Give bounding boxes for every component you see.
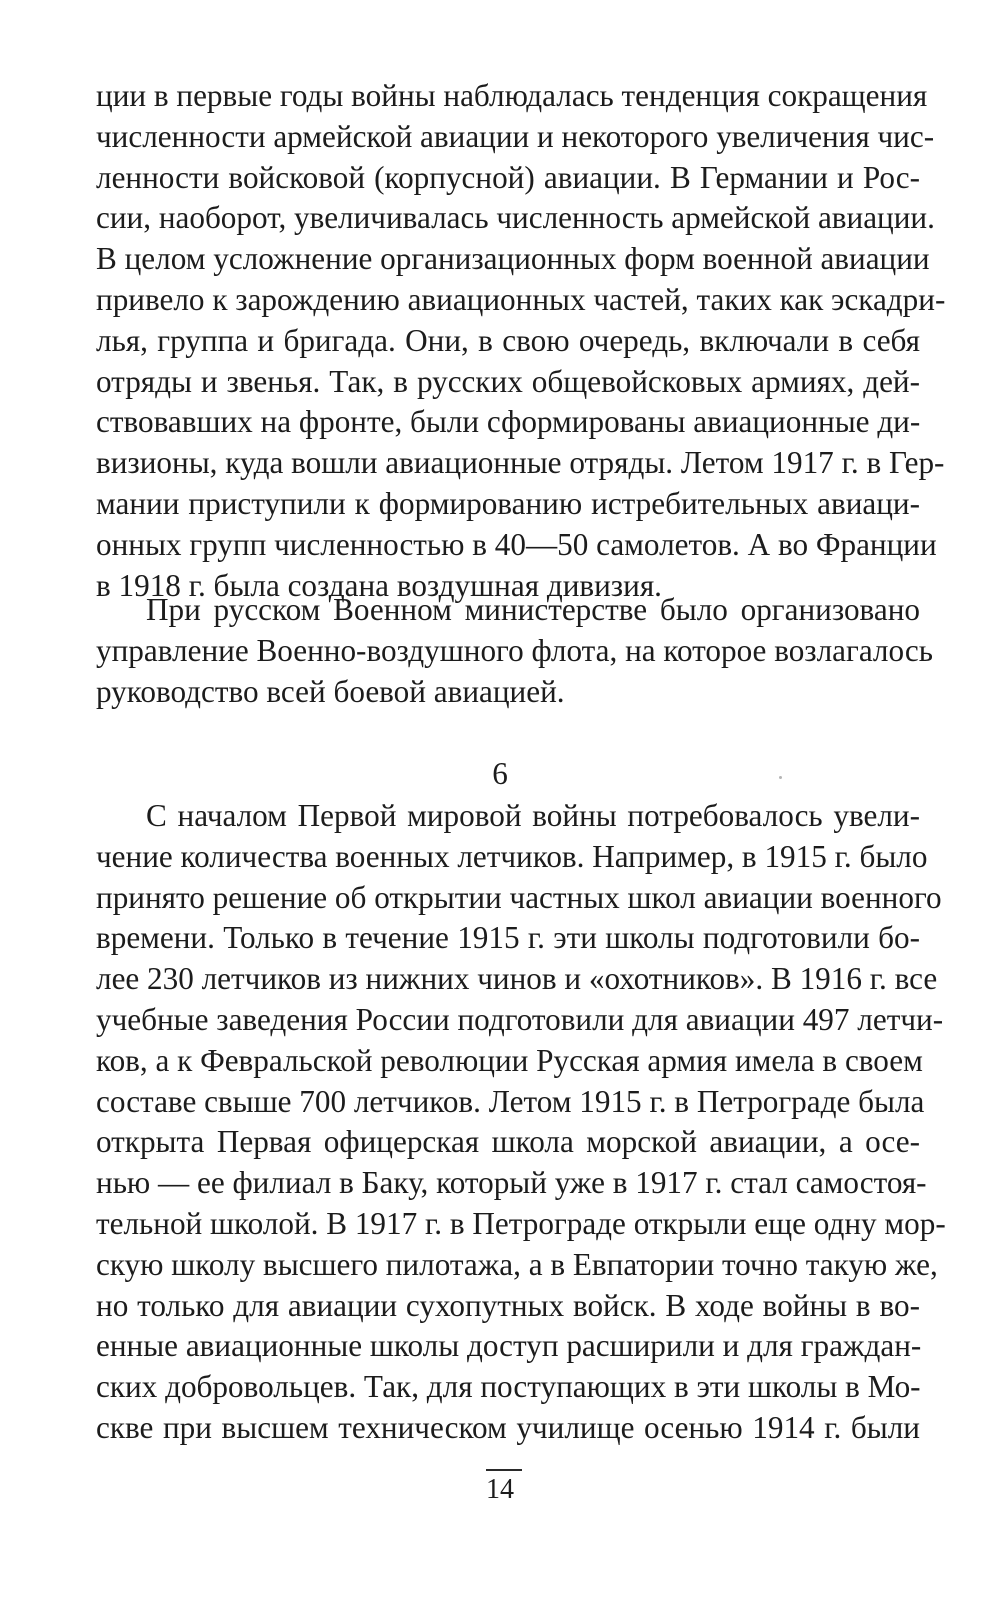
text-line: лее 230 летчиков из нижних чинов и «охотников». В 1916 г. все [96,961,938,997]
text-line: скую школу высшего пилотажа, а в Евпатории точно такую же, [96,1246,938,1282]
text-line: в 1918 г. была создана воздушная дивизия. [96,567,662,603]
text-line: тельной школой. В 1917 г. в Петрограде открыли еще одну мор- [96,1205,946,1241]
text-line: ции в первые годы войны наблюдалась тенденция сокращения [96,78,928,113]
text-line: мании приступили к формированию истребительных авиаци- [96,485,920,521]
page-number: 14 [486,1474,514,1505]
text-line: составе свыше 700 летчиков. Летом 1915 г. в Петрограде была [96,1083,925,1119]
text-line: визионы, куда вошли авиационные отряды. Летом 1917 г. в Гер- [96,445,945,481]
text-line: управление Военно-воздушного флота, на которое возлагалось [96,632,933,668]
text-line: чение количества военных летчиков. Например, в 1915 г. было [96,838,928,874]
text-line: руководство всей боевой авиацией. [96,673,565,709]
text-line: сии, наоборот, увеличивалась численность армейской авиации. [96,200,935,236]
text-line: нью — ее филиал в Баку, который уже в 1917 г. стал самостоя- [96,1165,927,1201]
text-line: С началом Первой мировой войны потребовалось увели- [146,798,920,833]
text-line: онных групп численностью в 40—50 самолетов. А во Франции [96,526,937,562]
text-line: ствовавших на фронте, были сформированы авиационные ди- [96,404,921,440]
text-line: времени. Только в течение 1915 г. эти школы подготовили бо- [96,920,920,956]
text-line: ских добровольцев. Так, для поступающих в эти школы в Мо- [96,1369,921,1405]
text-line: численности армейской авиации и некоторого увеличения чис- [96,118,935,154]
text-line: В целом усложнение организационных форм военной авиации [96,241,930,277]
text-line: принято решение об открытии частных школ авиации военного [96,879,942,915]
text-line: При русском Военном министерстве было организовано [146,592,920,627]
text-line: но только для авиации сухопутных войск. В ходе войны в во- [96,1287,920,1323]
page-number-rule [486,1469,522,1471]
text-line: учебные заведения России подготовили для авиации 497 летчи- [96,1001,944,1037]
section-number: 6 [492,756,508,791]
scan-speck [779,776,782,779]
text-line: отряды и звенья. Так, в русских общевойсковых армиях, дей- [96,363,920,399]
paragraph-continued [96,76,946,606]
text-line: лья, группа и бригада. Они, в свою очередь, включали в себя [96,322,920,358]
text-line: енные авиационные школы доступ расширили и для граждан- [96,1328,922,1364]
text-line: привело к зарождению авиационных частей, таких как эскадри- [96,281,946,317]
text-line: ленности войсковой (корпусной) авиации. В Германии и Рос- [96,159,920,195]
paragraph-pilot-training [96,796,946,1449]
paragraph-air-fleet-administration [96,590,933,712]
text-line: скве при высшем техническом училище осенью 1914 г. были [96,1409,920,1445]
text-line: открыта Первая офицерская школа морской авиации, а осе- [96,1124,920,1160]
text-line: ков, а к Февральской революции Русская армия имела в своем [96,1042,923,1078]
